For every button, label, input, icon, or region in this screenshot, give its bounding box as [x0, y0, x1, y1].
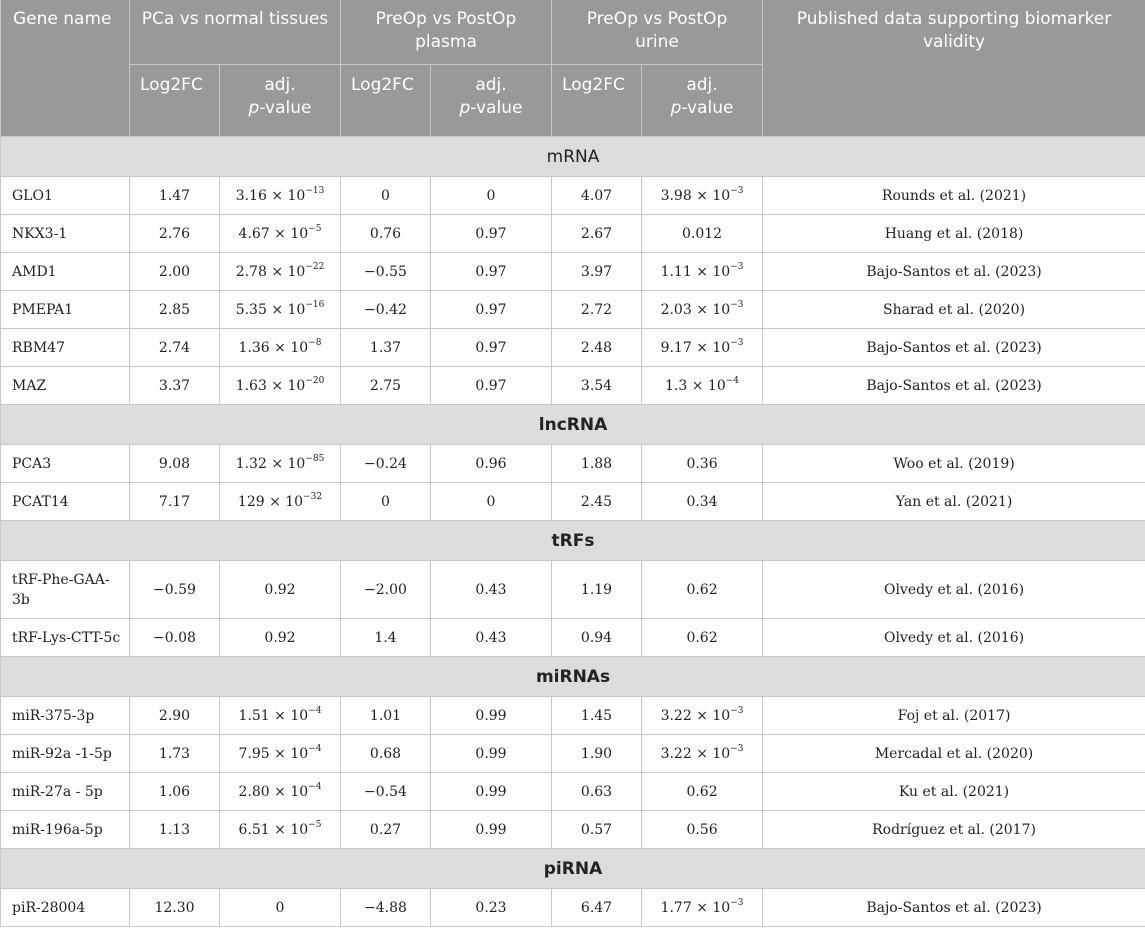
p-value-mantissa: 3.22 [660, 745, 692, 762]
reference-cell: Rodríguez et al. (2017) [763, 811, 1145, 849]
log2fc-cell: 2.48 [552, 329, 642, 367]
p-value: 0.36 [686, 455, 718, 472]
p-value-mantissa: 1.77 [660, 899, 692, 916]
log2fc-cell: 0.76 [341, 215, 431, 253]
log2fc-cell: 1.37 [341, 329, 431, 367]
p-value-mantissa: 3.22 [660, 707, 692, 724]
p-value-cell: $1.32 \times 10^{-85}$ [220, 445, 341, 483]
log2fc-header: Log2FC [130, 65, 220, 137]
p-value: 0.23 [475, 899, 507, 916]
log2fc-cell: 0.57 [552, 811, 642, 849]
p-value-cell [431, 697, 552, 735]
reference-cell: Bajo-Santos et al. (2023) [763, 367, 1145, 405]
log2fc-cell: −0.24 [341, 445, 431, 483]
section-title: piRNA [1, 849, 1145, 889]
times-sign: × [696, 745, 708, 762]
log2fc-cell: 2.72 [552, 291, 642, 329]
p-value-cell [642, 445, 763, 483]
p-value-mantissa: 5.35 [235, 301, 267, 318]
p-value: 0 [275, 899, 285, 916]
log2fc-cell: 0.68 [341, 735, 431, 773]
reference-cell: Olvedy et al. (2016) [763, 561, 1145, 619]
p-value-cell: $4.67 \times 10^{-5}$ [220, 215, 341, 253]
log2fc-cell: 0.94 [552, 619, 642, 657]
p-value-exponent: −4 [725, 375, 740, 386]
log2fc-cell: 9.08 [130, 445, 220, 483]
p-value-cell [642, 215, 763, 253]
times-sign: × [271, 187, 284, 204]
log2fc-cell: 2.74 [130, 329, 220, 367]
p-value-cell [431, 889, 552, 927]
log2fc-cell: 2.67 [552, 215, 642, 253]
p-value-cell: $1.11 \times 10^{-3}$ [642, 253, 763, 291]
p-value-cell: $1.77 \times 10^{-3}$ [642, 889, 763, 927]
section-title: lncRNA [1, 405, 1145, 445]
p-value: 0.99 [475, 707, 507, 724]
times-sign: × [274, 783, 286, 800]
reference-cell: Rounds et al. (2021) [763, 177, 1145, 215]
gene-name-cell: piR-28004 [1, 889, 130, 927]
table-row [1, 697, 1145, 735]
p-value-exponent: −13 [305, 185, 325, 196]
p-value-cell: $129 \times 10^{-32}$ [220, 483, 341, 521]
gene-name-cell: GLO1 [1, 177, 130, 215]
gene-name-cell: miR-375-3p [1, 697, 130, 735]
p-value-mantissa: 1.36 [238, 339, 270, 356]
log2fc-cell: −0.08 [130, 619, 220, 657]
table-row [1, 291, 1145, 329]
log2fc-cell: −0.54 [341, 773, 431, 811]
p-value-cell: $3.22 \times 10^{-3}$ [642, 735, 763, 773]
section-title: mRNA [1, 137, 1145, 177]
p-value-mantissa: 9.17 [660, 339, 692, 356]
log2fc-cell: 1.06 [130, 773, 220, 811]
adj-pvalue-header: adj. p-value [220, 65, 341, 137]
log2fc-cell: −0.59 [130, 561, 220, 619]
p-value-cell: $5.35 \times 10^{-16}$ [220, 291, 341, 329]
p-value-cell: $3.22 \times 10^{-3}$ [642, 697, 763, 735]
section-row [1, 137, 1145, 177]
p-value: 0.97 [475, 263, 507, 280]
p-value: 0.92 [264, 629, 296, 646]
gene-name-header: Gene name [1, 0, 130, 137]
log2fc-cell: −4.88 [341, 889, 431, 927]
table-row [1, 483, 1145, 521]
log2fc-cell: 2.45 [552, 483, 642, 521]
p-value-exponent: −3 [730, 299, 744, 310]
gene-name-cell: miR-196a-5p [1, 811, 130, 849]
reference-cell: Woo et al. (2019) [763, 445, 1145, 483]
gene-name-cell: miR-92a -1-5p [1, 735, 130, 773]
table-row [1, 329, 1145, 367]
p-value: 0.97 [475, 377, 507, 394]
p-value-exponent: −3 [730, 261, 744, 272]
p-value-exponent: −32 [303, 491, 323, 502]
p-value-exponent: −3 [730, 705, 744, 716]
p-value-cell [642, 483, 763, 521]
p-value-mantissa: 129 [237, 493, 265, 510]
log2fc-cell: −2.00 [341, 561, 431, 619]
reference-cell: Mercadal et al. (2020) [763, 735, 1145, 773]
reference-cell: Huang et al. (2018) [763, 215, 1145, 253]
p-value-mantissa: 2.78 [235, 263, 267, 280]
times-sign: × [274, 339, 286, 356]
published-data-header: Published data supporting biomarker validity [763, 0, 1145, 137]
p-value-cell [431, 445, 552, 483]
log2fc-cell: −0.42 [341, 291, 431, 329]
p-value-cell [642, 773, 763, 811]
p-value: 0.56 [686, 821, 718, 838]
p-value: 0 [486, 187, 496, 204]
times-sign: × [269, 493, 281, 510]
p-value-exponent: −22 [305, 261, 325, 272]
section-row [1, 849, 1145, 889]
p-value-exponent: −5 [308, 819, 322, 830]
p-value-cell: $3.16 \times 10^{-13}$ [220, 177, 341, 215]
reference-cell: Ku et al. (2021) [763, 773, 1145, 811]
gene-name-cell: NKX3-1 [1, 215, 130, 253]
p-value: 0.62 [686, 629, 718, 646]
times-sign: × [271, 455, 284, 472]
reference-cell: Bajo-Santos et al. (2023) [763, 889, 1145, 927]
p-value-cell [431, 253, 552, 291]
p-value-cell: $6.51 \times 10^{-5}$ [220, 811, 341, 849]
p-value-cell [431, 561, 552, 619]
log2fc-cell: 2.00 [130, 253, 220, 291]
times-sign: × [691, 377, 704, 394]
times-sign: × [274, 821, 286, 838]
p-value-cell [431, 177, 552, 215]
reference-cell: Yan et al. (2021) [763, 483, 1145, 521]
log2fc-cell: 2.90 [130, 697, 220, 735]
p-value: 0.97 [475, 225, 507, 242]
log2fc-cell: 0.63 [552, 773, 642, 811]
section-row [1, 521, 1145, 561]
gene-name-cell: miR-27a - 5p [1, 773, 130, 811]
log2fc-cell: 0 [341, 483, 431, 521]
p-value-cell [431, 483, 552, 521]
p-value-exponent: −8 [308, 337, 322, 348]
p-value-exponent: −3 [730, 743, 744, 754]
gene-name-cell: tRF-Phe-GAA-3b [1, 561, 130, 619]
p-value-mantissa: 3.98 [660, 187, 692, 204]
p-value-cell: $1.51 \times 10^{-4}$ [220, 697, 341, 735]
p-value-cell: $7.95 \times 10^{-4}$ [220, 735, 341, 773]
log2fc-cell: 2.85 [130, 291, 220, 329]
p-value: 0.96 [475, 455, 507, 472]
log2fc-cell: 3.37 [130, 367, 220, 405]
times-sign: × [696, 301, 708, 318]
p-value-cell: $1.3 \times 10^{-4}$ [642, 367, 763, 405]
p-value: 0.62 [686, 581, 718, 598]
table-row [1, 773, 1145, 811]
p-value-cell [220, 619, 341, 657]
section-title: miRNAs [1, 657, 1145, 697]
table-row [1, 367, 1145, 405]
p-value-cell [431, 619, 552, 657]
p-value-cell: $2.80 \times 10^{-4}$ [220, 773, 341, 811]
log2fc-cell: 1.45 [552, 697, 642, 735]
table-header [1, 0, 1145, 137]
p-value-cell [431, 215, 552, 253]
p-value-cell [431, 367, 552, 405]
p-value-cell [220, 889, 341, 927]
times-sign: × [274, 707, 286, 724]
p-value-cell [431, 329, 552, 367]
p-value: 0.34 [686, 493, 718, 510]
gene-name-cell: tRF-Lys-CTT-5c [1, 619, 130, 657]
p-value-exponent: −3 [730, 897, 744, 908]
table-row [1, 253, 1145, 291]
table-row [1, 619, 1145, 657]
p-value-mantissa: 2.80 [238, 783, 270, 800]
p-value-cell [431, 735, 552, 773]
table-row [1, 889, 1145, 927]
p-value: 0 [486, 493, 496, 510]
p-value: 0.43 [475, 629, 507, 646]
times-sign: × [696, 899, 708, 916]
p-value-cell [642, 811, 763, 849]
table-row [1, 561, 1145, 619]
log2fc-cell: 0.27 [341, 811, 431, 849]
log2fc-cell: 2.76 [130, 215, 220, 253]
p-value-exponent: −16 [305, 299, 325, 310]
p-value-exponent: −4 [308, 705, 322, 716]
p-value-exponent: −4 [308, 781, 322, 792]
log2fc-cell: −0.55 [341, 253, 431, 291]
p-value-exponent: −20 [305, 375, 325, 386]
p-value-cell: $2.78 \times 10^{-22}$ [220, 253, 341, 291]
log2fc-cell: 6.47 [552, 889, 642, 927]
log2fc-cell: 3.97 [552, 253, 642, 291]
p-value: 0.97 [475, 301, 507, 318]
p-value: 0.99 [475, 821, 507, 838]
gene-name-cell: PCAT14 [1, 483, 130, 521]
p-value-cell [431, 811, 552, 849]
log2fc-cell: 1.4 [341, 619, 431, 657]
adj-pvalue-header: adj. p-value [431, 65, 552, 137]
times-sign: × [271, 301, 284, 318]
p-value-exponent: −85 [305, 453, 325, 464]
log2fc-cell: 4.07 [552, 177, 642, 215]
log2fc-cell: 2.75 [341, 367, 431, 405]
table-row [1, 177, 1145, 215]
reference-cell: Foj et al. (2017) [763, 697, 1145, 735]
p-value-mantissa: 1.3 [665, 377, 688, 394]
section-row [1, 405, 1145, 445]
log2fc-cell: 1.19 [552, 561, 642, 619]
p-value-mantissa: 4.67 [238, 225, 270, 242]
table-row [1, 215, 1145, 253]
p-value-cell [431, 773, 552, 811]
p-value: 0.62 [686, 783, 718, 800]
times-sign: × [271, 263, 284, 280]
p-value-exponent: −5 [308, 223, 322, 234]
gene-name-cell: PCA3 [1, 445, 130, 483]
p-value: 0.92 [264, 581, 296, 598]
reference-cell: Bajo-Santos et al. (2023) [763, 253, 1145, 291]
times-sign: × [696, 187, 708, 204]
plasma-header: PreOp vs PostOp plasma [341, 0, 552, 65]
log2fc-cell: 0 [341, 177, 431, 215]
times-sign: × [696, 263, 708, 280]
gene-name-cell: MAZ [1, 367, 130, 405]
times-sign: × [274, 225, 286, 242]
reference-cell: Bajo-Santos et al. (2023) [763, 329, 1145, 367]
p-value-cell: $1.63 \times 10^{-20}$ [220, 367, 341, 405]
p-value-exponent: −4 [308, 743, 322, 754]
log2fc-cell: 12.30 [130, 889, 220, 927]
p-value-cell: $1.36 \times 10^{-8}$ [220, 329, 341, 367]
times-sign: × [696, 339, 708, 356]
gene-name-cell: PMEPA1 [1, 291, 130, 329]
p-value-mantissa: 1.32 [235, 455, 267, 472]
section-title: tRFs [1, 521, 1145, 561]
urine-header: PreOp vs PostOp urine [552, 0, 763, 65]
p-value: 0.99 [475, 783, 507, 800]
p-value-exponent: −3 [730, 337, 744, 348]
times-sign: × [274, 745, 286, 762]
p-value: 0.99 [475, 745, 507, 762]
log2fc-cell: 1.73 [130, 735, 220, 773]
log2fc-cell: 1.47 [130, 177, 220, 215]
p-value-cell: $2.03 \times 10^{-3}$ [642, 291, 763, 329]
p-value-mantissa: 3.16 [235, 187, 267, 204]
log2fc-header: Log2FC [552, 65, 642, 137]
log2fc-cell: 1.88 [552, 445, 642, 483]
p-value-cell [431, 291, 552, 329]
p-value-mantissa: 1.51 [238, 707, 270, 724]
log2fc-cell: 1.01 [341, 697, 431, 735]
table-row [1, 735, 1145, 773]
p-value-cell: $3.98 \times 10^{-3}$ [642, 177, 763, 215]
p-value-mantissa: 6.51 [238, 821, 270, 838]
log2fc-cell: 7.17 [130, 483, 220, 521]
p-value-mantissa: 2.03 [660, 301, 692, 318]
p-value: 0.97 [475, 339, 507, 356]
p-value-mantissa: 1.11 [660, 263, 692, 280]
table-body [1, 137, 1145, 927]
reference-cell: Olvedy et al. (2016) [763, 619, 1145, 657]
log2fc-cell: 1.13 [130, 811, 220, 849]
p-value-cell: $9.17 \times 10^{-3}$ [642, 329, 763, 367]
p-value-exponent: −3 [730, 185, 744, 196]
p-value-cell [642, 561, 763, 619]
p-value-mantissa: 1.63 [235, 377, 267, 394]
log2fc-cell: 3.54 [552, 367, 642, 405]
p-value: 0.012 [681, 225, 723, 242]
adj-pvalue-header: adj. p-value [642, 65, 763, 137]
gene-name-cell: AMD1 [1, 253, 130, 291]
section-row [1, 657, 1145, 697]
p-value-cell [642, 619, 763, 657]
log2fc-header: Log2FC [341, 65, 431, 137]
p-value: 0.43 [475, 581, 507, 598]
table-row [1, 445, 1145, 483]
reference-cell: Sharad et al. (2020) [763, 291, 1145, 329]
times-sign: × [271, 377, 284, 394]
times-sign: × [696, 707, 708, 724]
table-row [1, 811, 1145, 849]
p-value-cell [220, 561, 341, 619]
p-value-mantissa: 7.95 [238, 745, 270, 762]
pca-vs-normal-header: PCa vs normal tissues [130, 0, 341, 65]
gene-name-cell: RBM47 [1, 329, 130, 367]
log2fc-cell: 1.90 [552, 735, 642, 773]
